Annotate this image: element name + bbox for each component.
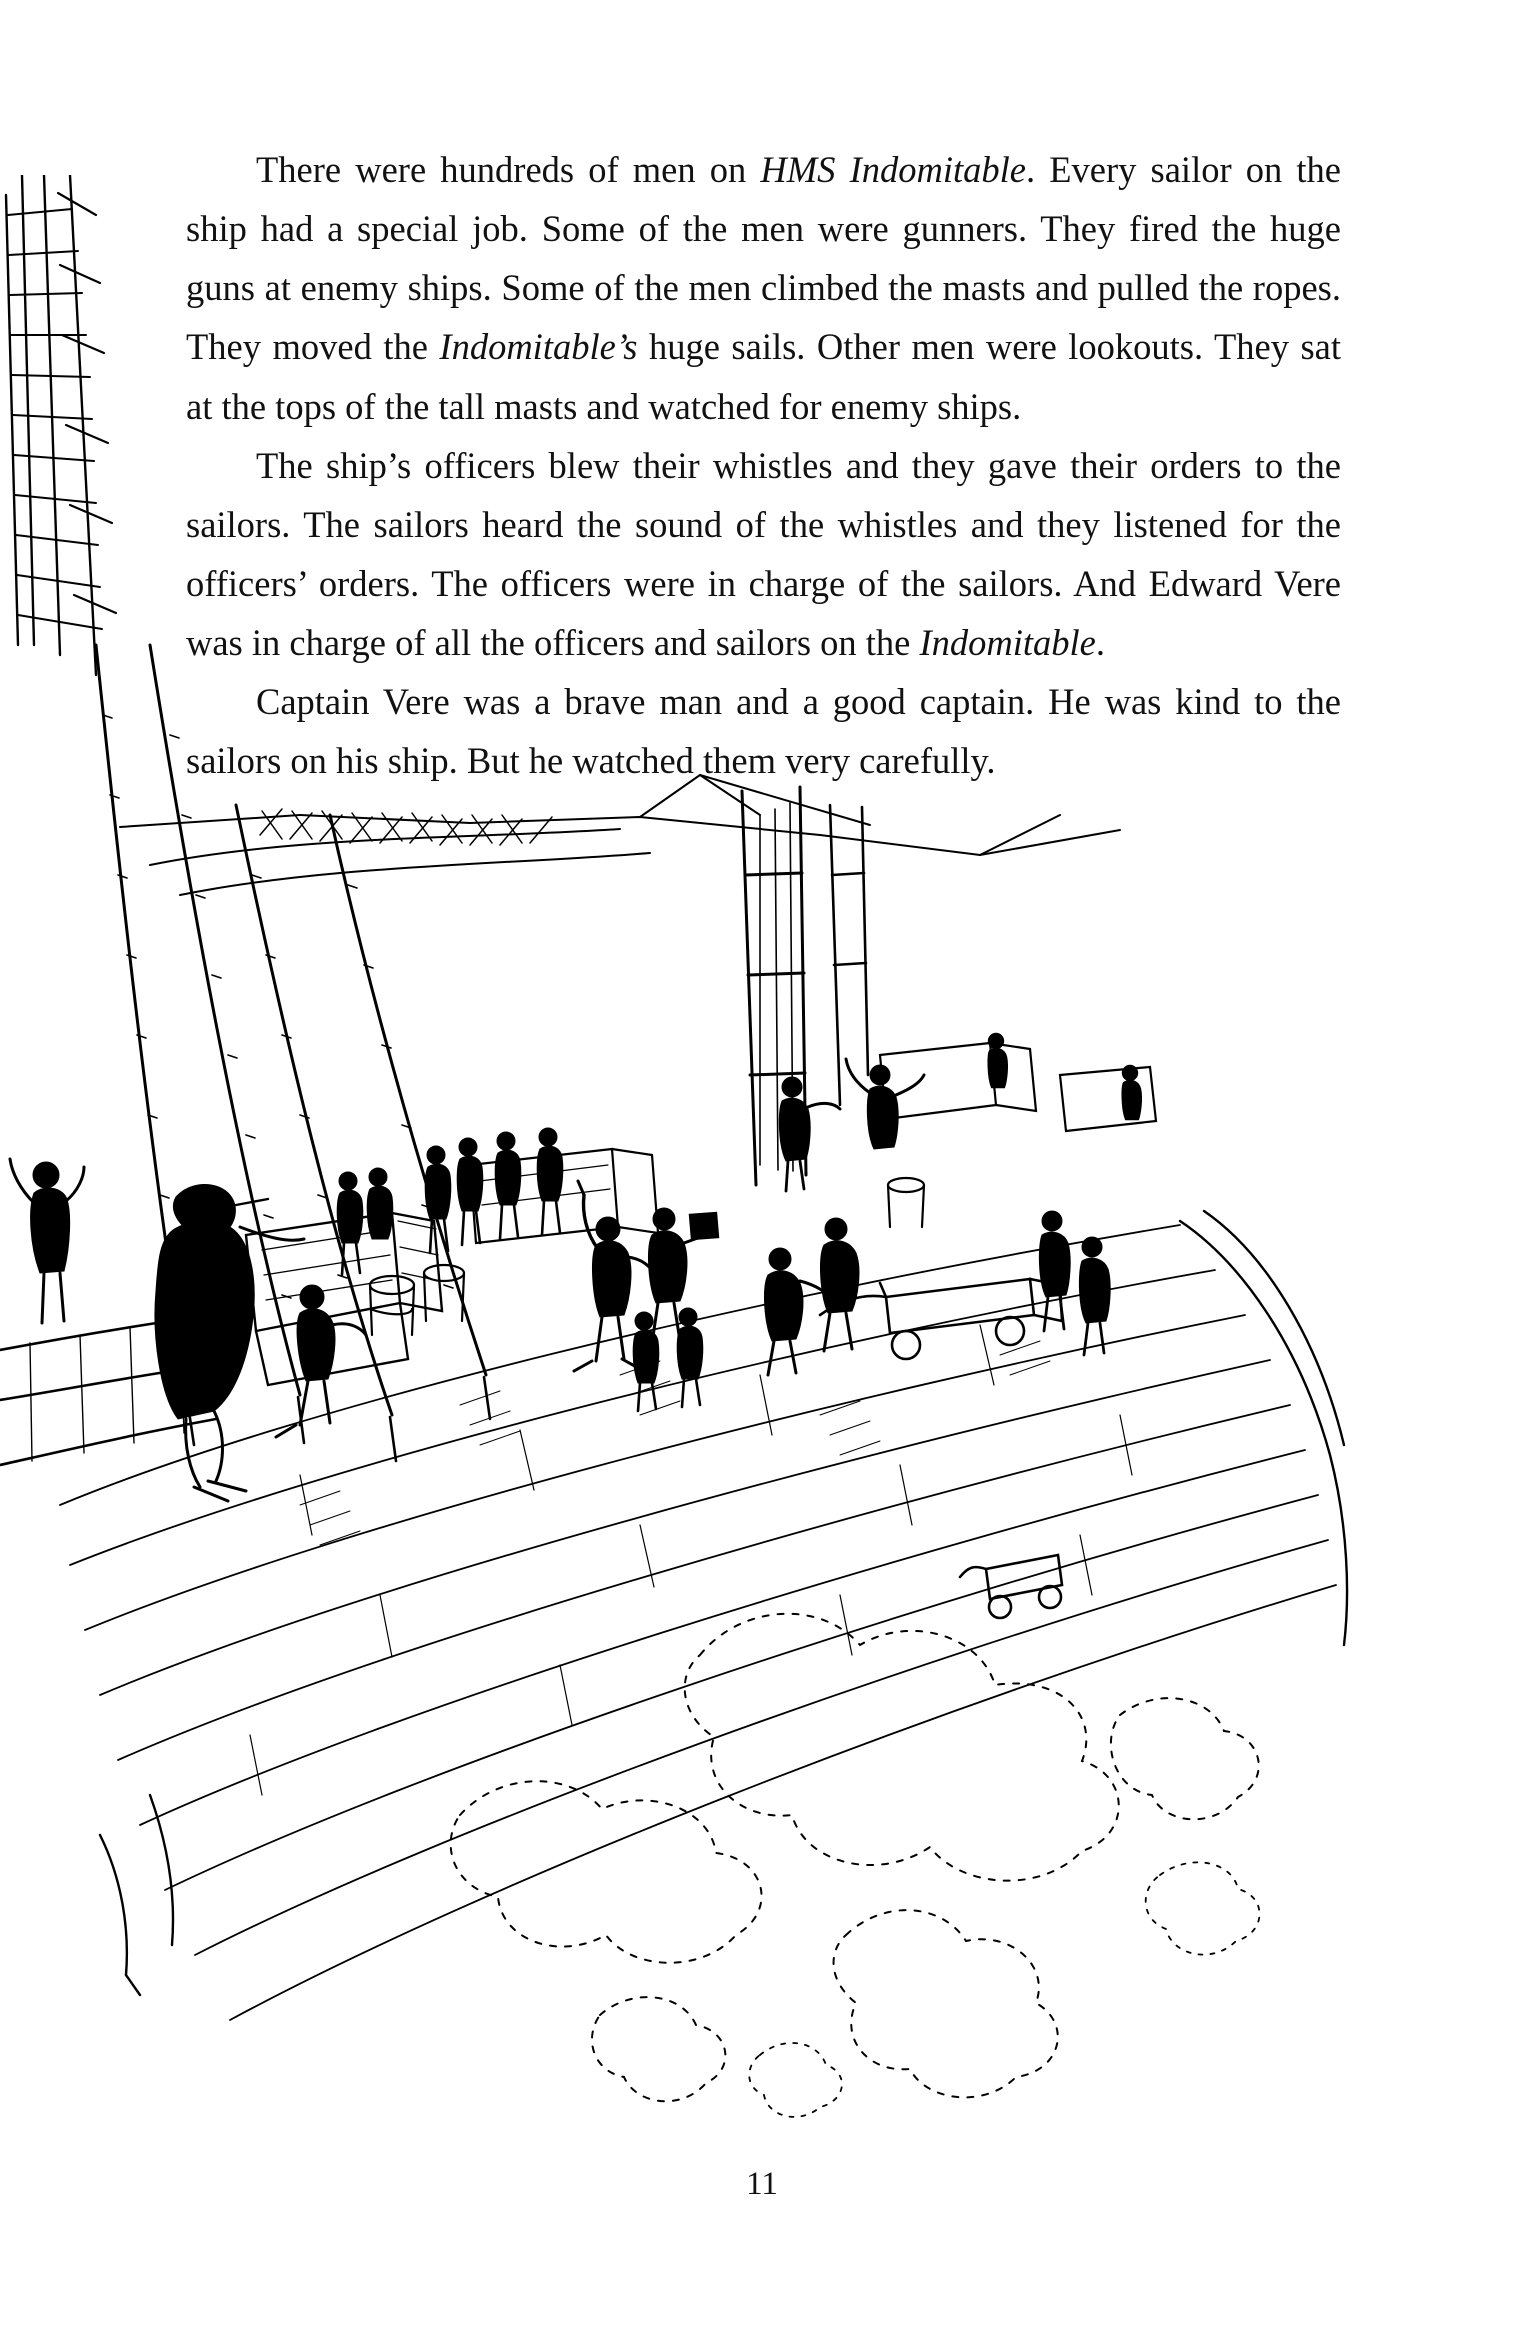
paragraph-1: [186, 140, 1341, 436]
text-run: huge sails. Other men were lookouts. They sat at the tops of the tall masts and watched for enemy ships.: [186, 326, 1341, 427]
text-run: There were hundreds of men on: [256, 149, 761, 190]
italic-text-run: Indomitable: [919, 622, 1096, 663]
body-text: [186, 140, 1341, 790]
italic-text-run: HMS Indomitable: [760, 149, 1026, 190]
paragraph-2: [186, 436, 1341, 673]
italic-text-run: Indomitable’s: [439, 326, 638, 368]
paragraph-3: [186, 672, 1341, 790]
text-run: Captain Vere was a brave man and a good captain. He was kind to the sailors on his ship. But he watched them very carefully.: [186, 681, 1341, 782]
text-run: . Every sailor on the ship had a special job. Some of the men were gunners. They fired the huge guns at enemy ships. Some of the men climbed the masts and pulled the ropes. They moved the: [186, 149, 1341, 368]
page-number: 11: [746, 2166, 778, 2202]
text-run: The ship’s officers blew their whistles and they gave their orders to the sailors. The sailors heard the sound of the whistles and they listened for the officers’ orders. The officers were in charge of the sailors. And Edward Vere was in charge of all the officers and sailors on the: [186, 444, 1341, 663]
text-run: .: [1095, 622, 1106, 663]
